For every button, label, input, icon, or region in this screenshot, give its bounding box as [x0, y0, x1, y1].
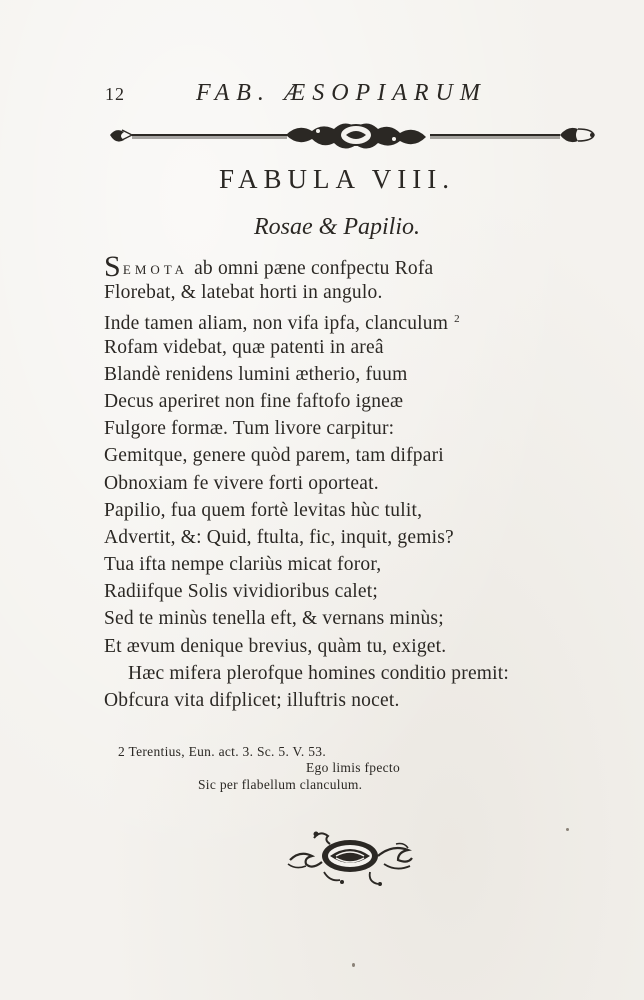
running-head: FAB. ÆSOPIARUM — [196, 80, 487, 106]
verse-line: Obfcura vita difplicet; illuftris nocet. — [104, 690, 400, 711]
verse-line: Fulgore formæ. Tum livore carpitur: — [104, 418, 395, 440]
paper-speck — [352, 963, 355, 967]
verse-line: Radiifque Solis vividioribus calet; — [104, 581, 379, 603]
verse-line-text: Inde tamen aliam, non vifa ipfa, clanculum — [104, 313, 449, 335]
verse-line: Advertit, &: Quid, ftulta, fic, inquit, gemis? — [104, 526, 454, 548]
verse-line: Tua ifta nempe clariùs micat foror, — [104, 554, 382, 576]
tailpiece-ornament — [284, 826, 424, 890]
verse-line-with-note — [104, 306, 604, 333]
fable-title: FABULA VIII. — [218, 164, 455, 194]
page-number: 12 — [105, 84, 125, 104]
paper-speck — [566, 828, 569, 831]
footnote-quote-line: Sic per flabellum clanculum. — [198, 777, 363, 792]
verse-line: Florebat, & latebat horti in angulo. — [104, 282, 383, 304]
header-rule-ornament — [108, 118, 598, 152]
small-caps-word: EMOTA — [122, 262, 189, 277]
verse-line: Rofam videbat, quæ patenti in areâ — [104, 336, 384, 358]
verse-line-text: ab omni pæne confpectu Rofa — [194, 258, 434, 279]
footnote-citation: 2 Terentius, Eun. act. 3. Sc. 5. V. 53. — [118, 744, 326, 759]
footnote-marker: 2 — [454, 313, 460, 326]
verse-line: Hæc mifera plerofque homines conditio premit: — [128, 662, 510, 684]
verse-line: Decus aperiret non fine faftofo igneæ — [104, 390, 404, 412]
verse-line: Sed te minùs tenella eft, & vernans minùs; — [104, 608, 444, 630]
footnote — [118, 744, 401, 792]
verse-line: Blandè renidens lumini ætherio, fuum — [104, 363, 408, 385]
verse-line: Obnoxiam fe vivere forti oporteat. — [104, 472, 379, 494]
verse-line: Gemitque, genere quòd parem, tam difpari — [104, 445, 444, 467]
footnote-quote-line: Ego limis fpecto — [306, 760, 401, 775]
drop-cap: S — [104, 250, 121, 283]
verse-body — [104, 252, 604, 714]
verse-line-1 — [104, 250, 604, 283]
verse-line: Et ævum denique brevius, quàm tu, exiget. — [104, 635, 447, 657]
verse-line: Papilio, fua quem fortè levitas hùc tulit, — [104, 499, 423, 521]
fable-subtitle: Rosae & Papilio. — [254, 214, 420, 240]
